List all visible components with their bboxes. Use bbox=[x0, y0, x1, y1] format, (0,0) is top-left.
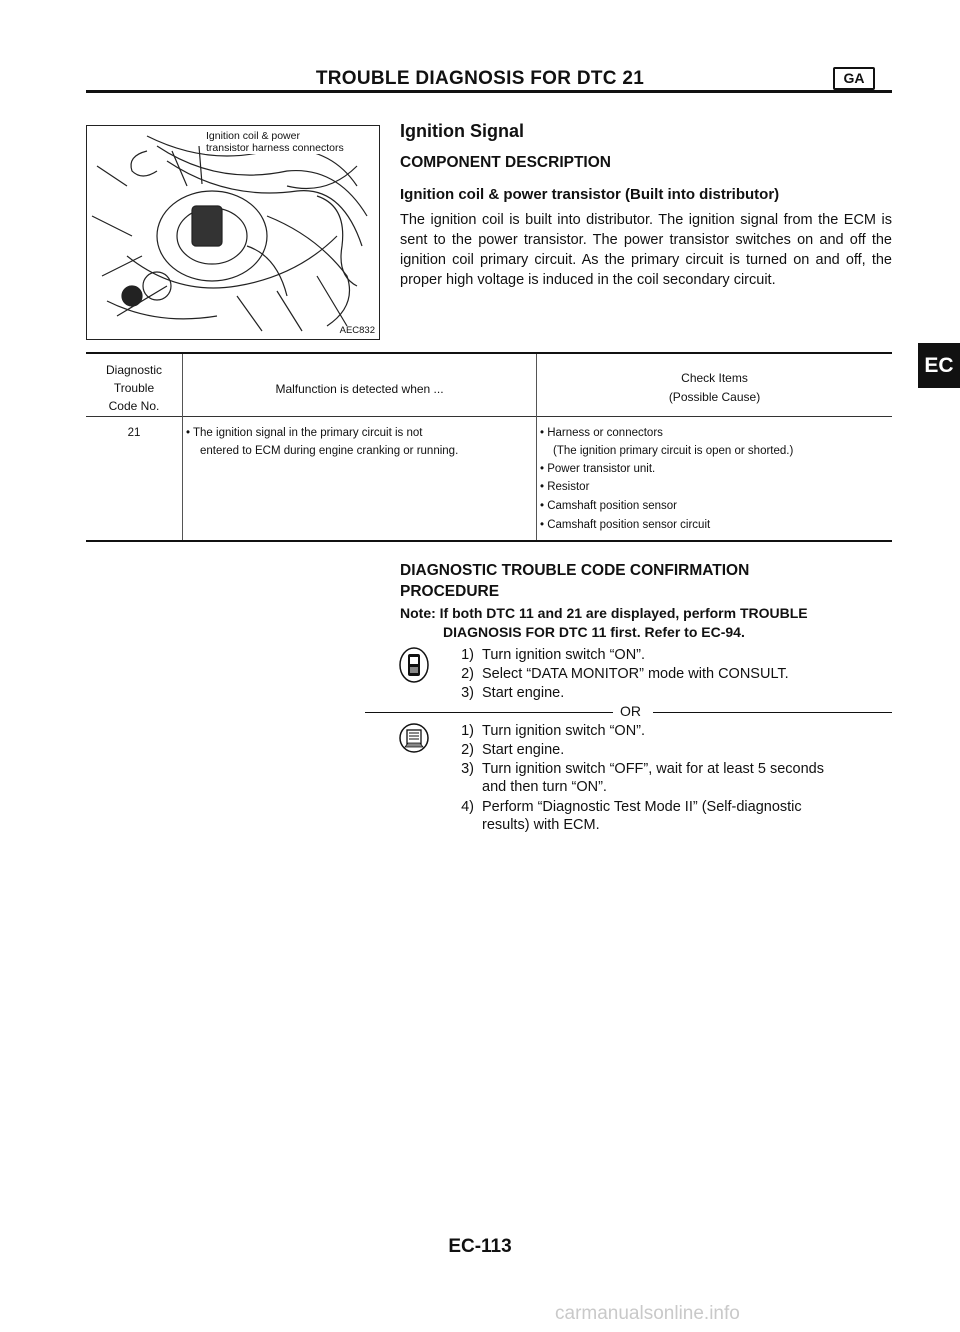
note-line1: Note: If both DTC 11 and 21 are displayed, perform TROUBLE bbox=[400, 605, 808, 621]
ecm-step-continuation: results) with ECM. bbox=[482, 817, 600, 833]
note-line2: DIAGNOSIS FOR DTC 11 first. Refer to EC-94. bbox=[443, 624, 745, 640]
header-rule bbox=[86, 90, 892, 93]
cell-malfunction-line1: • The ignition signal in the primary circuit is not bbox=[186, 427, 423, 439]
th-malfunction: Malfunction is detected when ... bbox=[275, 382, 444, 396]
ecm-step: 2) Start engine. bbox=[461, 742, 565, 758]
engine-illustration bbox=[87, 126, 379, 339]
table-bottom-rule bbox=[86, 540, 892, 542]
ecm-icon bbox=[398, 722, 430, 754]
th-check-line2: (Possible Cause) bbox=[668, 390, 761, 404]
or-divider bbox=[365, 703, 892, 721]
cell-check-item: (The ignition primary circuit is open or shorted.) bbox=[553, 445, 794, 457]
engine-badge: GA bbox=[833, 67, 875, 90]
component-paragraph: The ignition coil is built into distributor. The ignition signal from the ECM is sent to the power transistor. The power transistor switches on and off the ignition coil primary circuit. As the primary circuit is turned on and off, the proper high voltage is induced in the coil secondary circuit. bbox=[400, 212, 892, 288]
consult-step: 3) Start engine. bbox=[461, 685, 565, 701]
cell-malfunction-line2: entered to ECM during engine cranking or running. bbox=[200, 445, 459, 457]
confirmation-heading-line1: DIAGNOSTIC TROUBLE CODE CONFIRMATION bbox=[400, 562, 750, 579]
cell-check-item: • Camshaft position sensor circuit bbox=[540, 519, 711, 531]
table-header-rule bbox=[86, 416, 892, 417]
cell-check-item: • Harness or connectors bbox=[540, 427, 663, 439]
th-code-line1: Diagnostic bbox=[105, 363, 163, 377]
ignition-coil-heading: Ignition coil & power transistor (Built into distributor) bbox=[400, 186, 780, 203]
cell-code: 21 bbox=[127, 427, 141, 439]
page-number: EC-113 bbox=[448, 1236, 512, 1257]
consult-step: 1) Turn ignition switch “ON”. bbox=[461, 647, 646, 663]
figure-code: AEC832 bbox=[339, 325, 375, 336]
section-tab-ec[interactable]: EC bbox=[918, 343, 960, 388]
consult-step: 2) Select “DATA MONITOR” mode with CONSULT. bbox=[461, 666, 789, 682]
note-block bbox=[400, 604, 892, 642]
consult-icon bbox=[398, 646, 430, 684]
distributor-figure bbox=[86, 125, 380, 340]
th-code-line2: Trouble bbox=[113, 381, 155, 395]
or-label: OR bbox=[620, 703, 641, 719]
table-top-rule bbox=[86, 352, 892, 354]
ecm-step: 3) Turn ignition switch “OFF”, wait for at least 5 seconds bbox=[461, 761, 824, 777]
ecm-step: 4) Perform “Diagnostic Test Mode II” (Self-diagnostic bbox=[461, 799, 802, 815]
figure-callout-line2: transistor harness connectors bbox=[206, 142, 344, 154]
cell-check-item: • Resistor bbox=[540, 481, 590, 493]
th-code-line3: Code No. bbox=[108, 399, 160, 413]
cell-check-item: • Power transistor unit. bbox=[540, 463, 656, 475]
ecm-step: 1) Turn ignition switch “ON”. bbox=[461, 723, 646, 739]
component-description-heading: COMPONENT DESCRIPTION bbox=[400, 154, 611, 171]
ecm-step-continuation: and then turn “ON”. bbox=[482, 779, 607, 795]
page-title: TROUBLE DIAGNOSIS FOR DTC 21 bbox=[315, 68, 645, 89]
cell-check-item: • Camshaft position sensor bbox=[540, 500, 677, 512]
watermark: carmanualsonline.info bbox=[555, 1303, 740, 1324]
figure-callout-line1: Ignition coil & power bbox=[206, 130, 300, 142]
th-check-line1: Check Items bbox=[681, 371, 748, 385]
confirmation-heading bbox=[400, 560, 749, 602]
confirmation-heading-line2: PROCEDURE bbox=[400, 583, 500, 600]
section-title: Ignition Signal bbox=[400, 121, 524, 141]
